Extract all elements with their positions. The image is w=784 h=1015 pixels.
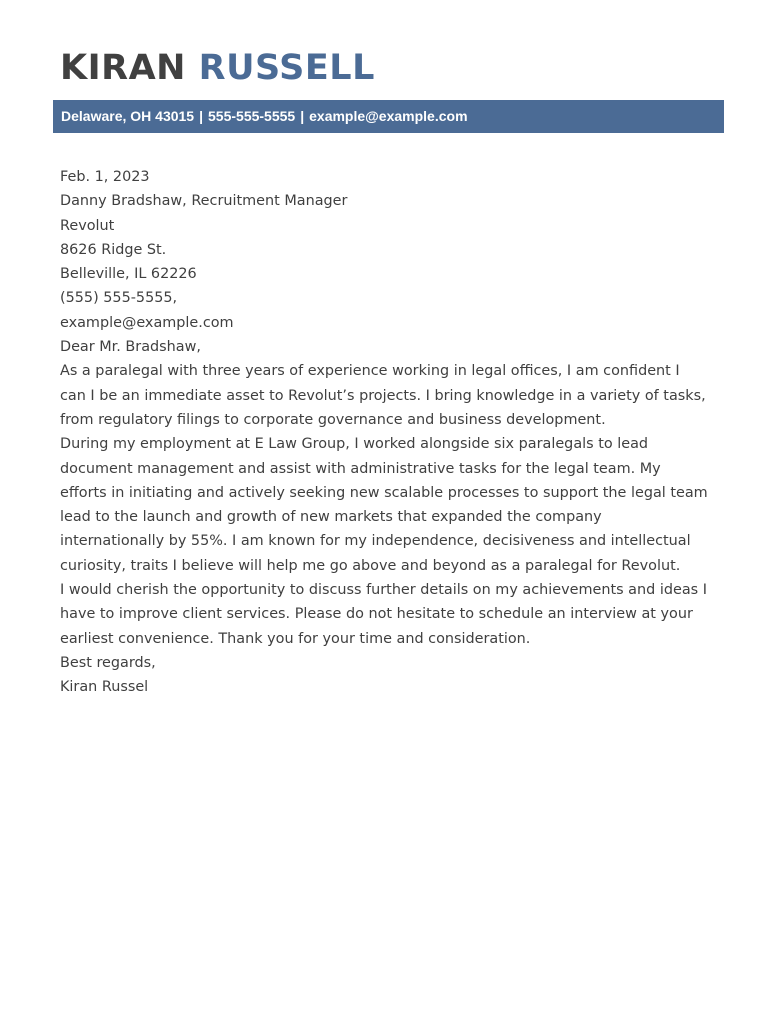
recipient-name-title: Danny Bradshaw, Recruitment Manager	[60, 193, 348, 210]
contact-phone: 555-555-5555	[208, 108, 296, 124]
contact-bar	[53, 100, 724, 133]
paragraph-intro: As a paralegal with three years of experience working in legal offices, I am confident I can I be an immediate asset to Revolut’s projects. I bring knowledge in a variety of tasks, from regulatory filings to corporate governance and business development.	[60, 363, 706, 428]
recipient-email: example@example.com	[60, 314, 234, 331]
last-name: RUSSELL	[198, 48, 375, 88]
recipient-street: 8626 Ridge St.	[60, 241, 167, 258]
recipient-city: Belleville, IL 62226	[60, 266, 197, 283]
paragraph-experience: During my employment at E Law Group, I worked alongside six paralegals to lead document management and assist with administrative tasks for the legal team. My efforts in initiating and actively seeking new scalable processes to support the legal team lead to the launch and growth of new markets that expanded the company internationally by 55%. I am known for my independence, decisiveness and intellectual curiosity, traits I believe will help me go above and beyond as a paralegal for Revolut.	[60, 436, 708, 574]
recipient-address	[60, 189, 730, 335]
contact-location: Delaware, OH 43015	[61, 108, 195, 124]
signature: Kiran Russel	[60, 679, 149, 696]
applicant-name	[60, 46, 375, 90]
contact-separator: |	[300, 108, 305, 124]
closing: Best regards,	[60, 654, 156, 671]
first-name: KIRAN	[60, 48, 186, 88]
recipient-phone: (555) 555-5555,	[60, 290, 178, 307]
contact-email: example@example.com	[309, 108, 468, 124]
letter-body	[60, 165, 730, 700]
sign-off	[60, 651, 730, 700]
letter-date: Feb. 1, 2023	[60, 169, 150, 185]
contact-separator: |	[199, 108, 204, 124]
paragraph-closing: I would cherish the opportunity to discuss further details on my achievements and ideas I have to improve client services. Please do not hesitate to schedule an interview at your earliest convenience. Thank you for your time and consideration.	[60, 582, 707, 647]
recipient-company: Revolut	[60, 217, 115, 234]
salutation: Dear Mr. Bradshaw,	[60, 339, 201, 356]
